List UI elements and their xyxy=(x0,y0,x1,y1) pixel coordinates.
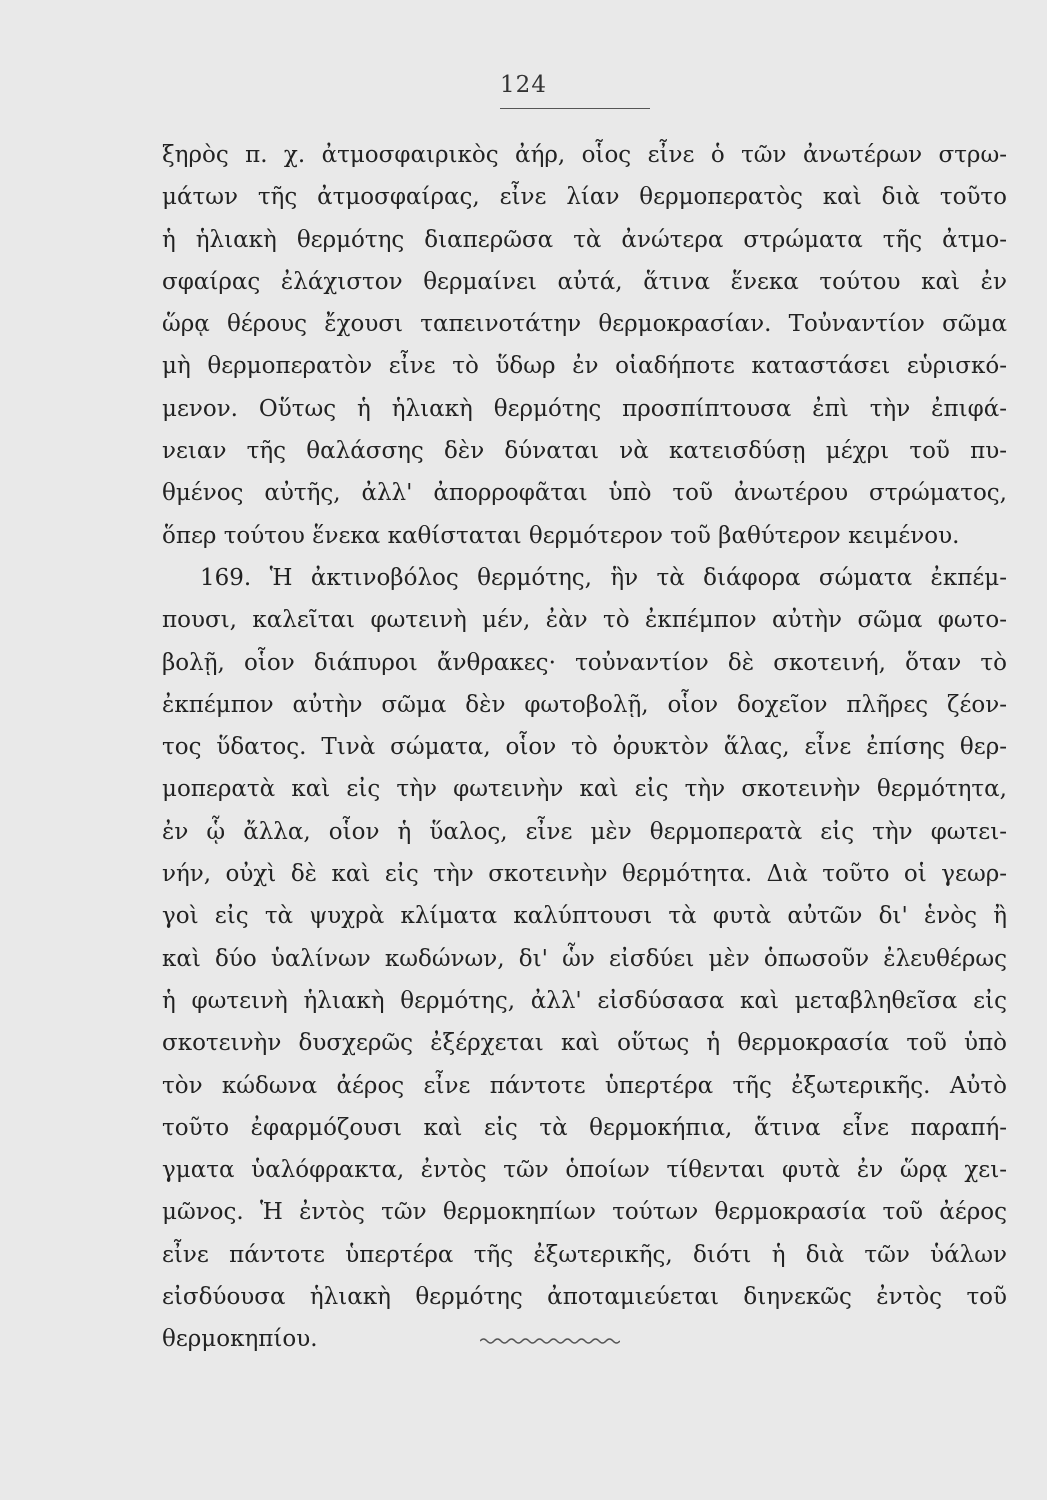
text-line: ἐκπέμπον αὐτὴν σῶμα δὲν φωτοβολῇ, οἷον δοχεῖον πλῆρες ζέον- xyxy=(162,691,1007,718)
text-line: ὅπερ τούτου ἕνεκα καθίσταται θερμότερον τοῦ βαθύτερον κειμένου. xyxy=(162,522,960,549)
text-line: μῶνος. Ἡ ἐντὸς τῶν θερμοκηπίων τούτων θερμοκρασία τοῦ ἀέρος xyxy=(162,1199,1007,1226)
text-line: ἡ φωτεινὴ ἡλιακὴ θερμότης, ἀλλ' εἰσδύσασα καὶ μεταβληθεῖσα εἰς xyxy=(162,987,1007,1014)
text-line: μάτων τῆς ἀτμοσφαίρας, εἶνε λίαν θερμοπερατὸς καὶ διὰ τοῦτο xyxy=(162,184,1007,211)
text-line: βολῇ, οἷον διάπυροι ἄνθρακες· τοὐναντίον δὲ σκοτεινή, ὅταν τὸ xyxy=(162,649,1007,676)
text-line: ἡ ἡλιακὴ θερμότης διαπερῶσα τὰ ἀνώτερα στρώματα τῆς ἀτμο- xyxy=(162,226,1007,253)
text-line: ξηρὸς π. χ. ἀτμοσφαιρικὸς ἀήρ, οἷος εἶνε ὁ τῶν ἀνωτέρων στρω- xyxy=(162,142,1007,168)
text-line: τοῦτο ἐφαρμόζουσι καὶ εἰς τὰ θερμοκήπια, ἅτινα εἶνε παραπή- xyxy=(162,1114,1007,1141)
section-169-start: 169. Ἡ ἀκτινοβόλος θερμότης, ἣν τὰ διάφορα σώματα ἐκπέμ- xyxy=(200,564,1007,591)
text-line: ὥρᾳ θέρους ἔχουσι ταπεινοτάτην θερμοκρασίαν. Τοὐναντίον σῶμα xyxy=(162,311,1007,338)
text-line: νειαν τῆς θαλάσσης δὲν δύναται νὰ κατεισδύσῃ μέχρι τοῦ πυ- xyxy=(162,438,1007,465)
body-text xyxy=(162,134,1007,1361)
text-line: γοὶ εἰς τὰ ψυχρὰ κλίματα καλύπτουσι τὰ φυτὰ αὐτῶν δι' ἑνὸς ἢ xyxy=(162,903,1007,930)
text-line: θερμοκηπίου. xyxy=(162,1326,318,1353)
text-line: τος ὕδατος. Τινὰ σώματα, οἷον τὸ ὀρυκτὸν ἅλας, εἶνε ἐπίσης θερ- xyxy=(162,734,1007,761)
text-line: μενον. Οὕτως ἡ ἡλιακὴ θερμότης προσπίπτουσα ἐπὶ τὴν ἐπιφά- xyxy=(162,395,1007,422)
header-rule xyxy=(500,108,650,109)
text-line: εἰσδύουσα ἡλιακὴ θερμότης ἀποταμιεύεται διηνεκῶς ἐντὸς τοῦ xyxy=(162,1284,1007,1311)
text-line: μοπερατὰ καὶ εἰς τὴν φωτεινὴν καὶ εἰς τὴν σκοτεινὴν θερμότητα, xyxy=(162,776,1007,803)
text-line: σκοτεινὴν δυσχερῶς ἐξέρχεται καὶ οὕτως ἡ θερμοκρασία τοῦ ὑπὸ xyxy=(162,1030,1007,1057)
text-line: γματα ὑαλόφρακτα, ἐντὸς τῶν ὁποίων τίθενται φυτὰ ἐν ὥρᾳ χει- xyxy=(162,1157,1007,1184)
text-line: μὴ θερμοπερατὸν εἶνε τὸ ὕδωρ ἐν οἱαδήποτε καταστάσει εὑρισκό- xyxy=(162,353,1007,380)
text-line: σφαίρας ἐλάχιστον θερμαίνει αὐτά, ἅτινα ἕνεκα τούτου καὶ ἐν xyxy=(162,268,1007,295)
wavy-ornament-icon xyxy=(480,1336,620,1346)
text-line: τὸν κώδωνα ἀέρος εἶνε πάντοτε ὑπερτέρα τῆς ἐξωτερικῆς. Αὐτὸ xyxy=(162,1072,1007,1099)
text-line: θμένος αὐτῆς, ἀλλ' ἀπορροφᾶται ὑπὸ τοῦ ἀνωτέρου στρώματος, xyxy=(162,480,1007,507)
text-line: ἐν ᾧ ἄλλα, οἷον ἡ ὕαλος, εἶνε μὲν θερμοπερατὰ εἰς τὴν φωτει- xyxy=(162,818,1007,845)
text-line: νήν, οὐχὶ δὲ καὶ εἰς τὴν σκοτεινὴν θερμότητα. Διὰ τοῦτο οἱ γεωρ- xyxy=(162,861,1007,888)
text-line: καὶ δύο ὑαλίνων κωδώνων, δι' ὧν εἰσδύει μὲν ὁπωσοῦν ἐλευθέρως xyxy=(162,945,1007,972)
text-line: πουσι, καλεῖται φωτεινὴ μέν, ἐὰν τὸ ἐκπέμπον αὐτὴν σῶμα φωτο- xyxy=(162,607,1007,634)
page-number: 124 xyxy=(500,72,547,98)
text-line: εἶνε πάντοτε ὑπερτέρα τῆς ἐξωτερικῆς, διότι ἡ διὰ τῶν ὑάλων xyxy=(162,1241,1007,1268)
